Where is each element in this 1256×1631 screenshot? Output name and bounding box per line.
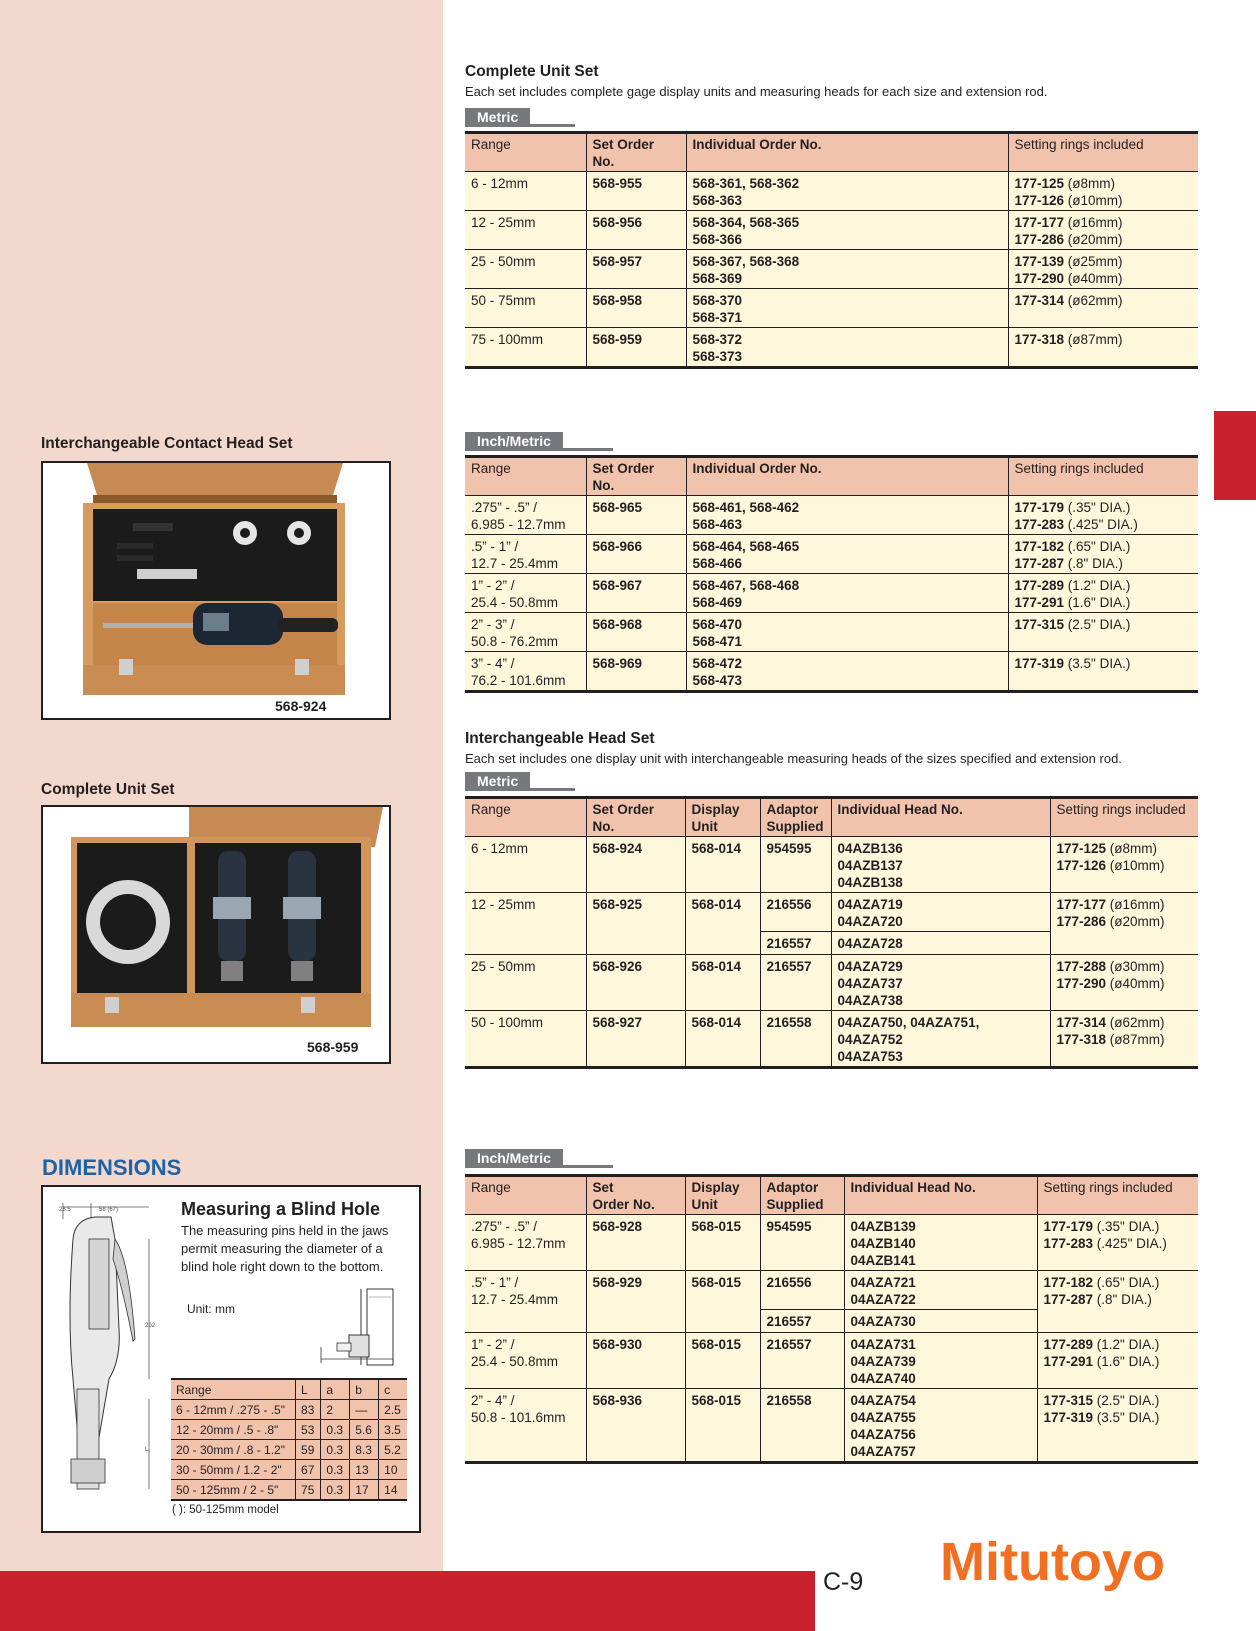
display-unit-cell: 568-014 <box>685 837 760 893</box>
header-range: Range <box>465 133 586 172</box>
header-setting-rings: Setting rings included <box>1008 457 1198 496</box>
range-cell: .275” - .5” / 6.985 - 12.7mm <box>465 1215 586 1271</box>
dim-header-c: c <box>379 1379 407 1400</box>
adaptor-cell: 954595 <box>760 837 831 893</box>
range-cell: 12 - 25mm <box>465 893 586 955</box>
set-order-cell: 568-936 <box>586 1389 685 1463</box>
inch-metric-tag <box>465 1149 613 1167</box>
set-order-cell: 568-967 <box>586 574 686 613</box>
dim-value-cell: 10 <box>379 1460 407 1480</box>
individual-order-cell: 568-467, 568-468 568-469 <box>686 574 1008 613</box>
inch-metric-tag-label: Inch/Metric <box>465 1149 563 1167</box>
dim-range-cell: 50 - 125mm / 2 - 5" <box>171 1480 296 1501</box>
table-row <box>465 289 1198 328</box>
range-cell: 2” - 3” / 50.8 - 76.2mm <box>465 613 586 652</box>
metric-tag <box>465 108 575 126</box>
head-set-title: Interchangeable Head Set <box>465 730 655 747</box>
set-order-cell: 568-956 <box>586 211 686 250</box>
dim-row <box>171 1440 407 1460</box>
dim-value-cell: 13 <box>350 1460 379 1480</box>
dim-value-cell: 2.5 <box>379 1400 407 1420</box>
dim-value-cell: 0.3 <box>321 1480 350 1501</box>
complete-unit-inch-table <box>465 455 1198 693</box>
bore-gage-drawing <box>49 1199 179 1499</box>
adaptor-cell: 216558 <box>760 1389 844 1463</box>
head-set-inch-table <box>465 1174 1198 1464</box>
dim-label-a: 28.5 <box>59 1207 71 1213</box>
unit-label: Unit: mm <box>187 1302 235 1316</box>
dimension-table <box>171 1378 407 1501</box>
dim-range-cell: 30 - 50mm / 1.2 - 2" <box>171 1460 296 1480</box>
photo-caption: 568-959 <box>307 1039 359 1055</box>
header-range: Range <box>465 798 586 837</box>
range-cell: 75 - 100mm <box>465 328 586 368</box>
table-row <box>465 1215 1198 1271</box>
blind-hole-desc: The measuring pins held in the jaws permit measuring the diameter of a blind hole right down to the bottom. <box>181 1223 389 1274</box>
complete-unit-metric-table <box>465 131 1198 369</box>
adaptor-cell: 216556 <box>760 893 831 932</box>
setting-rings-cell: 177-288 (ø30mm) 177-290 (ø40mm) <box>1050 955 1198 1011</box>
metric-tag-label: Metric <box>465 772 530 790</box>
header-individual-order: Individual Order No. <box>686 457 1008 496</box>
table-row <box>465 893 1198 932</box>
set-order-cell: 568-957 <box>586 250 686 289</box>
table-row <box>465 496 1198 535</box>
individual-head-cell: 04AZB136 04AZB137 04AZB138 <box>831 837 1050 893</box>
display-unit-cell: 568-014 <box>685 1011 760 1068</box>
individual-order-cell: 568-461, 568-462 568-463 <box>686 496 1008 535</box>
header-set-order: Set Order No. <box>586 133 686 172</box>
range-cell: 6 - 12mm <box>465 837 586 893</box>
metric-tag-label: Metric <box>465 108 530 126</box>
range-cell: 3” - 4” / 76.2 - 101.6mm <box>465 652 586 692</box>
range-cell: 12 - 25mm <box>465 211 586 250</box>
table-row <box>465 574 1198 613</box>
adaptor-cell: 216558 <box>760 1011 831 1068</box>
header-set-order: Set Order No. <box>586 457 686 496</box>
header-setting-rings: Setting rings included <box>1037 1176 1198 1215</box>
inch-metric-tag <box>465 432 613 450</box>
adaptor-cell: 954595 <box>760 1215 844 1271</box>
dim-row <box>171 1460 407 1480</box>
dim-row <box>171 1400 407 1420</box>
dim-range-cell: 20 - 30mm / .8 - 1.2" <box>171 1440 296 1460</box>
set-order-cell: 568-928 <box>586 1215 685 1271</box>
dim-value-cell: 3.5 <box>379 1420 407 1440</box>
set-order-cell: 568-926 <box>586 955 685 1011</box>
individual-head-cell: 04AZA730 <box>844 1310 1037 1333</box>
dim-header-range: Range <box>171 1379 296 1400</box>
individual-order-cell: 568-470 568-471 <box>686 613 1008 652</box>
table-row <box>465 1333 1198 1389</box>
complete-unit-set-photo <box>41 805 391 1064</box>
setting-rings-cell: 177-177 (ø16mm) 177-286 (ø20mm) <box>1008 211 1198 250</box>
setting-rings-cell: 177-289 (1.2" DIA.) 177-291 (1.6" DIA.) <box>1008 574 1198 613</box>
individual-order-cell: 568-361, 568-362 568-363 <box>686 172 1008 211</box>
setting-rings-cell: 177-314 (ø62mm) 177-318 (ø87mm) <box>1050 1011 1198 1068</box>
range-cell: .5” - 1” / 12.7 - 25.4mm <box>465 535 586 574</box>
dim-value-cell: — <box>350 1400 379 1420</box>
display-unit-cell: 568-014 <box>685 955 760 1011</box>
set-order-cell: 568-929 <box>586 1271 685 1333</box>
individual-order-cell: 568-472 568-473 <box>686 652 1008 692</box>
range-cell: 6 - 12mm <box>465 172 586 211</box>
dim-header-a: a <box>321 1379 350 1400</box>
individual-head-cell: 04AZA731 04AZA739 04AZA740 <box>844 1333 1037 1389</box>
dimension-footnote: ( ): 50-125mm model <box>172 1504 279 1516</box>
individual-order-cell: 568-370 568-371 <box>686 289 1008 328</box>
display-unit-cell: 568-015 <box>685 1333 760 1389</box>
setting-rings-cell: 177-314 (ø62mm) <box>1008 289 1198 328</box>
individual-head-cell: 04AZA719 04AZA720 <box>831 893 1050 932</box>
individual-order-cell: 568-367, 568-368 568-369 <box>686 250 1008 289</box>
header-display-unit: Display Unit <box>685 798 760 837</box>
header-individual-order: Individual Order No. <box>686 133 1008 172</box>
setting-rings-cell: 177-319 (3.5" DIA.) <box>1008 652 1198 692</box>
setting-rings-cell: 177-289 (1.2" DIA.) 177-291 (1.6" DIA.) <box>1037 1333 1198 1389</box>
dim-row <box>171 1480 407 1501</box>
set-order-cell: 568-924 <box>586 837 685 893</box>
set-order-cell: 568-969 <box>586 652 686 692</box>
dim-range-cell: 12 - 20mm / .5 - .8" <box>171 1420 296 1440</box>
dim-value-cell: 5.6 <box>350 1420 379 1440</box>
dim-value-cell: 8.3 <box>350 1440 379 1460</box>
table-row <box>465 172 1198 211</box>
dim-row <box>171 1420 407 1440</box>
header-adaptor: Adaptor Supplied <box>760 1176 844 1215</box>
header-setting-rings: Setting rings included <box>1008 133 1198 172</box>
adaptor-cell: 216557 <box>760 955 831 1011</box>
dim-value-cell: 17 <box>350 1480 379 1501</box>
wooden-case-image <box>43 463 389 718</box>
dim-value-cell: 83 <box>296 1400 321 1420</box>
header-range: Range <box>465 1176 586 1215</box>
dim-value-cell: 0.3 <box>321 1420 350 1440</box>
table-row <box>465 955 1198 1011</box>
header-adaptor: Adaptor Supplied <box>760 798 831 837</box>
range-cell: .275” - .5” / 6.985 - 12.7mm <box>465 496 586 535</box>
complete-unit-set-title: Complete Unit Set <box>465 63 599 80</box>
table-row <box>465 1271 1198 1310</box>
setting-rings-cell: 177-179 (.35" DIA.) 177-283 (.425" DIA.) <box>1008 496 1198 535</box>
photo-caption: 568-924 <box>275 698 327 714</box>
individual-order-cell: 568-372 568-373 <box>686 328 1008 368</box>
individual-order-cell: 568-464, 568-465 568-466 <box>686 535 1008 574</box>
range-cell: 2” - 4” / 50.8 - 101.6mm <box>465 1389 586 1463</box>
adaptor-cell: 216557 <box>760 1333 844 1389</box>
range-cell: 50 - 75mm <box>465 289 586 328</box>
dim-value-cell: 67 <box>296 1460 321 1480</box>
table-row <box>465 652 1198 692</box>
complete-unit-set-desc: Each set includes complete gage display units and measuring heads for each size and extension rod. <box>465 84 1048 99</box>
set-order-cell: 568-966 <box>586 535 686 574</box>
set-order-cell: 568-965 <box>586 496 686 535</box>
adaptor-cell: 216557 <box>760 932 831 955</box>
contact-head-set-title: Interchangeable Contact Head Set <box>41 435 293 452</box>
head-set-desc: Each set includes one display unit with interchangeable measuring heads of the sizes specified and extension rod. <box>465 751 1122 766</box>
table-row <box>465 250 1198 289</box>
setting-rings-cell: 177-179 (.35" DIA.) 177-283 (.425" DIA.) <box>1037 1215 1198 1271</box>
table-row <box>465 1389 1198 1463</box>
table-row <box>465 211 1198 250</box>
wooden-case-image <box>43 807 389 1062</box>
range-cell: .5” - 1” / 12.7 - 25.4mm <box>465 1271 586 1333</box>
logo-text: Mitutoyo <box>940 1532 1165 1592</box>
complete-unit-set-sidebar-title: Complete Unit Set <box>41 781 175 798</box>
set-order-cell: 568-959 <box>586 328 686 368</box>
display-unit-cell: 568-015 <box>685 1271 760 1333</box>
dimensions-title: DIMENSIONS <box>42 1155 182 1180</box>
table-row <box>465 837 1198 893</box>
blind-hole-detail-drawing <box>313 1287 413 1377</box>
table-row <box>465 328 1198 368</box>
dim-value-cell: 2 <box>321 1400 350 1420</box>
adaptor-cell: 216556 <box>760 1271 844 1310</box>
dim-label-c: 202 <box>145 1323 156 1329</box>
page-number: C-9 <box>823 1568 864 1596</box>
header-setting-rings: Setting rings included <box>1050 798 1198 837</box>
dim-label-l: L <box>145 1447 149 1453</box>
range-cell: 1” - 2” / 25.4 - 50.8mm <box>465 1333 586 1389</box>
setting-rings-cell: 177-125 (ø8mm) 177-126 (ø10mm) <box>1050 837 1198 893</box>
setting-rings-cell: 177-177 (ø16mm) 177-286 (ø20mm) <box>1050 893 1198 955</box>
setting-rings-cell: 177-315 (2.5" DIA.) 177-319 (3.5" DIA.) <box>1037 1389 1198 1463</box>
dim-value-cell: 75 <box>296 1480 321 1501</box>
header-set-order: Set Order No. <box>586 798 685 837</box>
header-range: Range <box>465 457 586 496</box>
set-order-cell: 568-925 <box>586 893 685 955</box>
range-cell: 25 - 50mm <box>465 250 586 289</box>
dim-label-b: 58 (67) <box>99 1207 119 1213</box>
setting-rings-cell: 177-182 (.65" DIA.) 177-287 (.8" DIA.) <box>1037 1271 1198 1333</box>
setting-rings-cell: 177-182 (.65" DIA.) 177-287 (.8" DIA.) <box>1008 535 1198 574</box>
individual-head-cell: 04AZA729 04AZA737 04AZA738 <box>831 955 1050 1011</box>
contact-head-set-photo <box>41 461 391 720</box>
dim-value-cell: 0.3 <box>321 1440 350 1460</box>
dim-header-l: L <box>296 1379 321 1400</box>
individual-head-cell: 04AZA728 <box>831 932 1050 955</box>
dim-range-cell: 6 - 12mm / .275 - .5" <box>171 1400 296 1420</box>
header-individual-head: Individual Head No. <box>844 1176 1037 1215</box>
set-order-cell: 568-930 <box>586 1333 685 1389</box>
range-cell: 25 - 50mm <box>465 955 586 1011</box>
setting-rings-cell: 177-125 (ø8mm) 177-126 (ø10mm) <box>1008 172 1198 211</box>
display-unit-cell: 568-014 <box>685 893 760 955</box>
mitutoyo-logo <box>940 1528 1190 1592</box>
individual-head-cell: 04AZA754 04AZA755 04AZA756 04AZA757 <box>844 1389 1037 1463</box>
header-individual-head: Individual Head No. <box>831 798 1050 837</box>
dim-value-cell: 14 <box>379 1480 407 1501</box>
individual-head-cell: 04AZA721 04AZA722 <box>844 1271 1037 1310</box>
table-row <box>465 535 1198 574</box>
display-unit-cell: 568-015 <box>685 1389 760 1463</box>
dim-value-cell: 53 <box>296 1420 321 1440</box>
table-row <box>465 1011 1198 1068</box>
set-order-cell: 568-955 <box>586 172 686 211</box>
dim-value-cell: 5.2 <box>379 1440 407 1460</box>
inch-metric-tag-label: Inch/Metric <box>465 432 563 450</box>
head-set-metric-table <box>465 796 1198 1069</box>
setting-rings-cell: 177-315 (2.5" DIA.) <box>1008 613 1198 652</box>
individual-head-cell: 04AZA750, 04AZA751, 04AZA752 04AZA753 <box>831 1011 1050 1068</box>
set-order-cell: 568-927 <box>586 1011 685 1068</box>
table-row <box>465 613 1198 652</box>
dim-value-cell: 59 <box>296 1440 321 1460</box>
setting-rings-cell: 177-318 (ø87mm) <box>1008 328 1198 368</box>
footer-bar <box>0 1571 815 1631</box>
individual-head-cell: 04AZB139 04AZB140 04AZB141 <box>844 1215 1037 1271</box>
adaptor-cell: 216557 <box>760 1310 844 1333</box>
set-order-cell: 568-968 <box>586 613 686 652</box>
individual-order-cell: 568-364, 568-365 568-366 <box>686 211 1008 250</box>
display-unit-cell: 568-015 <box>685 1215 760 1271</box>
header-display-unit: Display Unit <box>685 1176 760 1215</box>
dim-header-b: b <box>350 1379 379 1400</box>
set-order-cell: 568-958 <box>586 289 686 328</box>
header-set-order: Set Order No. <box>586 1176 685 1215</box>
metric-tag <box>465 772 575 790</box>
dim-value-cell: 0.3 <box>321 1460 350 1480</box>
blind-hole-title: Measuring a Blind Hole <box>181 1199 381 1219</box>
range-cell: 50 - 100mm <box>465 1011 586 1068</box>
dimensions-box <box>41 1185 421 1533</box>
section-tab <box>1214 411 1256 500</box>
setting-rings-cell: 177-139 (ø25mm) 177-290 (ø40mm) <box>1008 250 1198 289</box>
range-cell: 1” - 2” / 25.4 - 50.8mm <box>465 574 586 613</box>
